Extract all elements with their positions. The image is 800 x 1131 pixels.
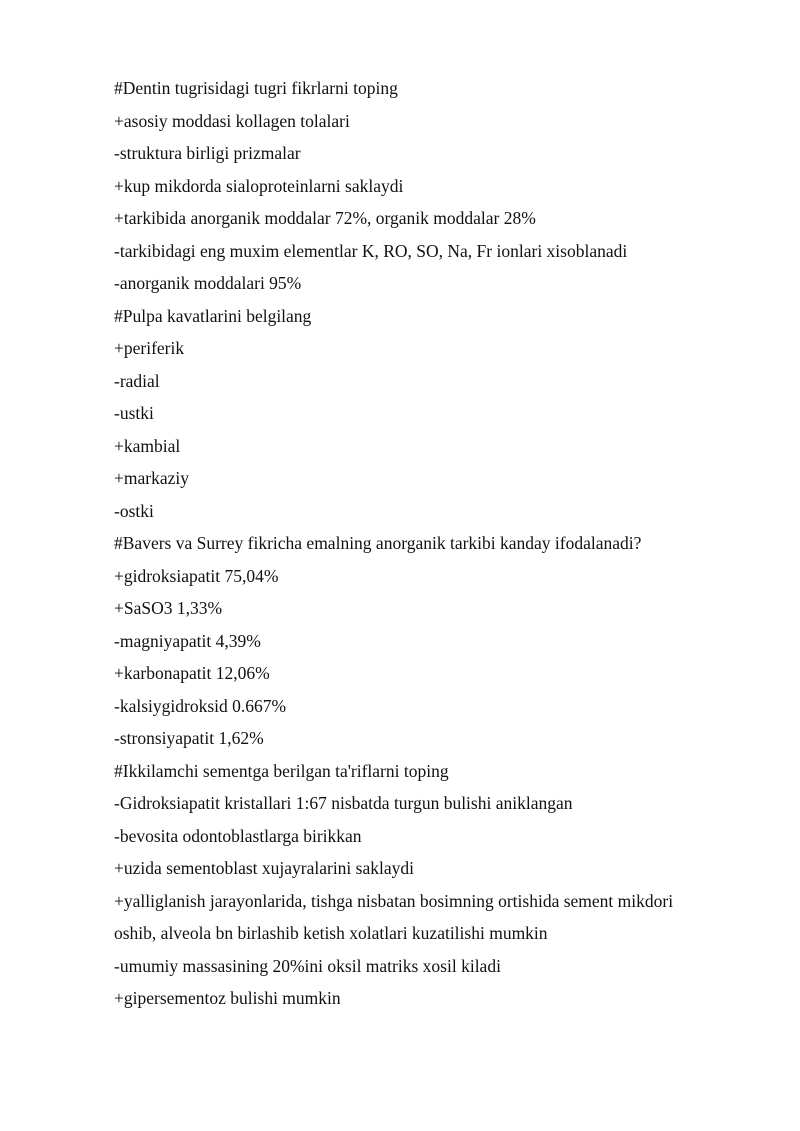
answer-option: -bevosita odontoblastlarga birikkan <box>114 825 362 846</box>
answer-option: -anorganik moddalari 95% <box>114 273 302 293</box>
question-sement: #Ikkilamchi sementga berilgan ta'riflarni toping <box>114 760 449 781</box>
answer-option: -magniyapatit 4,39% <box>114 630 261 651</box>
question-bavers: #Bavers va Surrey fikricha emalning anorganik tarkibi kanday ifodalanadi? <box>114 533 642 553</box>
question-pulpa: #Pulpa kavatlarini belgilang <box>114 305 312 326</box>
answer-option: +SaSO3 1,33% <box>114 598 223 618</box>
document-body <box>114 72 734 1015</box>
answer-option: -tarkibidagi eng muxim elementlar K, RO, SO, Na, Fr ionlari xisoblanadi <box>114 240 628 261</box>
answer-option: +asosiy moddasi kollagen tolalari <box>114 110 350 131</box>
answer-option: -umumiy massasining 20%ini oksil matriks xosil kiladi <box>114 955 501 976</box>
answer-option: +markaziy <box>114 468 189 488</box>
answer-option: +karbonapatit 12,06% <box>114 663 270 683</box>
answer-option: +tarkibida anorganik moddalar 72%, organik moddalar 28% <box>114 208 536 228</box>
answer-option: -stronsiyapatit 1,62% <box>114 728 264 748</box>
answer-option: +gipersementoz bulishi mumkin <box>114 988 341 1008</box>
answer-option: +uzida sementoblast xujayralarini saklaydi <box>114 858 414 878</box>
answer-option: +kambial <box>114 435 181 456</box>
answer-option: +periferik <box>114 338 185 358</box>
answer-option: -Gidroksiapatit kristallari 1:67 nisbatda turgun bulishi aniklangan <box>114 793 573 813</box>
answer-option: +gidroksiapatit 75,04% <box>114 565 279 586</box>
answer-option: -ustki <box>114 403 154 423</box>
answer-option: -ostki <box>114 500 154 521</box>
answer-option: +yalliglanish jarayonlarida, tishga nisbatan bosimning ortishida sement mikdori <box>114 890 674 911</box>
answer-option: -struktura birligi prizmalar <box>114 143 301 163</box>
answer-option: -radial <box>114 370 160 391</box>
answer-option-continuation: oshib, alveola bn birlashib ketish xolatlari kuzatilishi mumkin <box>114 923 548 943</box>
answer-option: -kalsiygidroksid 0.667% <box>114 695 287 716</box>
answer-option: +kup mikdorda sialoproteinlarni saklaydi <box>114 175 404 196</box>
question-dentin: #Dentin tugrisidagi tugri fikrlarni toping <box>114 78 398 98</box>
